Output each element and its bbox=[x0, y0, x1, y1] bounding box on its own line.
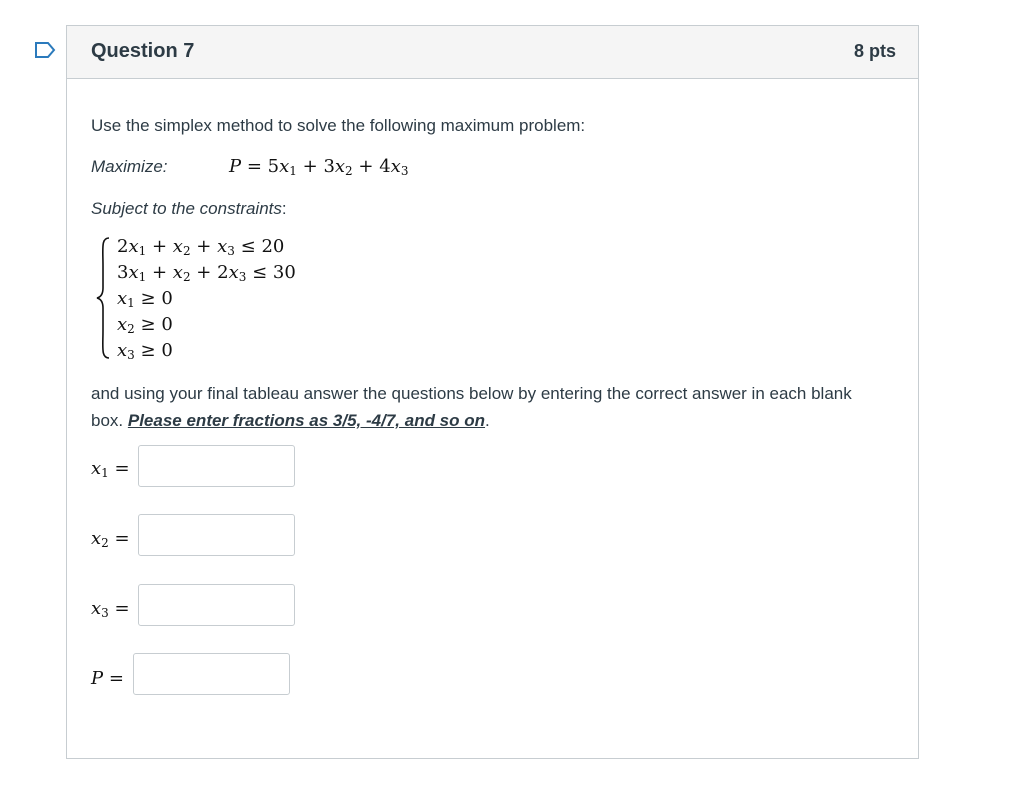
answer-input-p[interactable] bbox=[133, 653, 290, 695]
question-points: 8 pts bbox=[853, 41, 896, 61]
answer-label-x3: $x_3$ = bbox=[91, 598, 130, 620]
constraint-3-rhs: 0 bbox=[161, 288, 173, 309]
constraint-3: $x_1 \ge 0$ bbox=[117, 288, 173, 310]
intro-text: Use the simplex method to solve the following maximum problem: bbox=[91, 116, 586, 135]
objective-lhs: P bbox=[229, 156, 242, 177]
answer-label-x2: $x_2$ = bbox=[91, 528, 130, 550]
constraint-5-op: ≥ bbox=[140, 340, 156, 361]
constraint-4-op: ≥ bbox=[140, 314, 156, 335]
constraint-2-op: ≤ bbox=[252, 262, 268, 283]
answer-label-p: P = bbox=[91, 668, 124, 689]
fraction-note-link[interactable]: Please enter fractions as 3/5, -4/7, and so on bbox=[127, 411, 486, 430]
subject-colon: : bbox=[281, 199, 287, 218]
objective-function: $P = 5x_1 + 3x_2 + 4x_3$ bbox=[229, 156, 409, 178]
question-title: Question 7 bbox=[91, 40, 195, 62]
final-instructions bbox=[91, 380, 901, 434]
answer-label-p-text: P bbox=[91, 668, 104, 689]
maximize-label: Maximize: bbox=[91, 157, 168, 176]
objective-coef-2: 3 bbox=[323, 156, 335, 177]
constraints-brace bbox=[95, 236, 111, 365]
objective-coef-3: 4 bbox=[379, 156, 391, 177]
answer-input-x1[interactable] bbox=[138, 445, 295, 487]
final-text-line-2: box. bbox=[91, 411, 124, 430]
question-header bbox=[67, 26, 918, 79]
objective-coef-1: 5 bbox=[267, 156, 280, 177]
constraint-5-rhs: 0 bbox=[161, 340, 173, 361]
subject-label: Subject to the constraints bbox=[91, 199, 282, 218]
answer-input-x2[interactable] bbox=[138, 514, 295, 556]
answer-input-x3[interactable] bbox=[138, 584, 295, 626]
constraint-2: $3x_1 + x_2 + 2x_3 \le 30$ bbox=[117, 262, 296, 284]
constraint-3-op: ≥ bbox=[140, 288, 156, 309]
answer-label-x1: $x_1$ = bbox=[91, 458, 130, 480]
final-text-line-1: and using your final tableau answer the questions below by entering the correct answer in each blank bbox=[91, 384, 852, 403]
constraint-1: $2x_1 + x_2 + x_3 \le 20$ bbox=[117, 236, 285, 258]
constraint-1-op: ≤ bbox=[240, 236, 256, 257]
constraint-1-rhs: 20 bbox=[261, 236, 285, 257]
constraint-4: $x_2 \ge 0$ bbox=[117, 314, 173, 336]
constraint-4-rhs: 0 bbox=[161, 314, 173, 335]
flag-question-icon[interactable] bbox=[34, 41, 56, 64]
final-period: . bbox=[485, 411, 490, 430]
maximize-row bbox=[91, 157, 168, 177]
constraint-2-rhs: 30 bbox=[272, 262, 296, 283]
question-card bbox=[66, 25, 919, 759]
constraint-5: $x_3 \ge 0$ bbox=[117, 340, 173, 362]
subject-to-text bbox=[91, 199, 287, 219]
